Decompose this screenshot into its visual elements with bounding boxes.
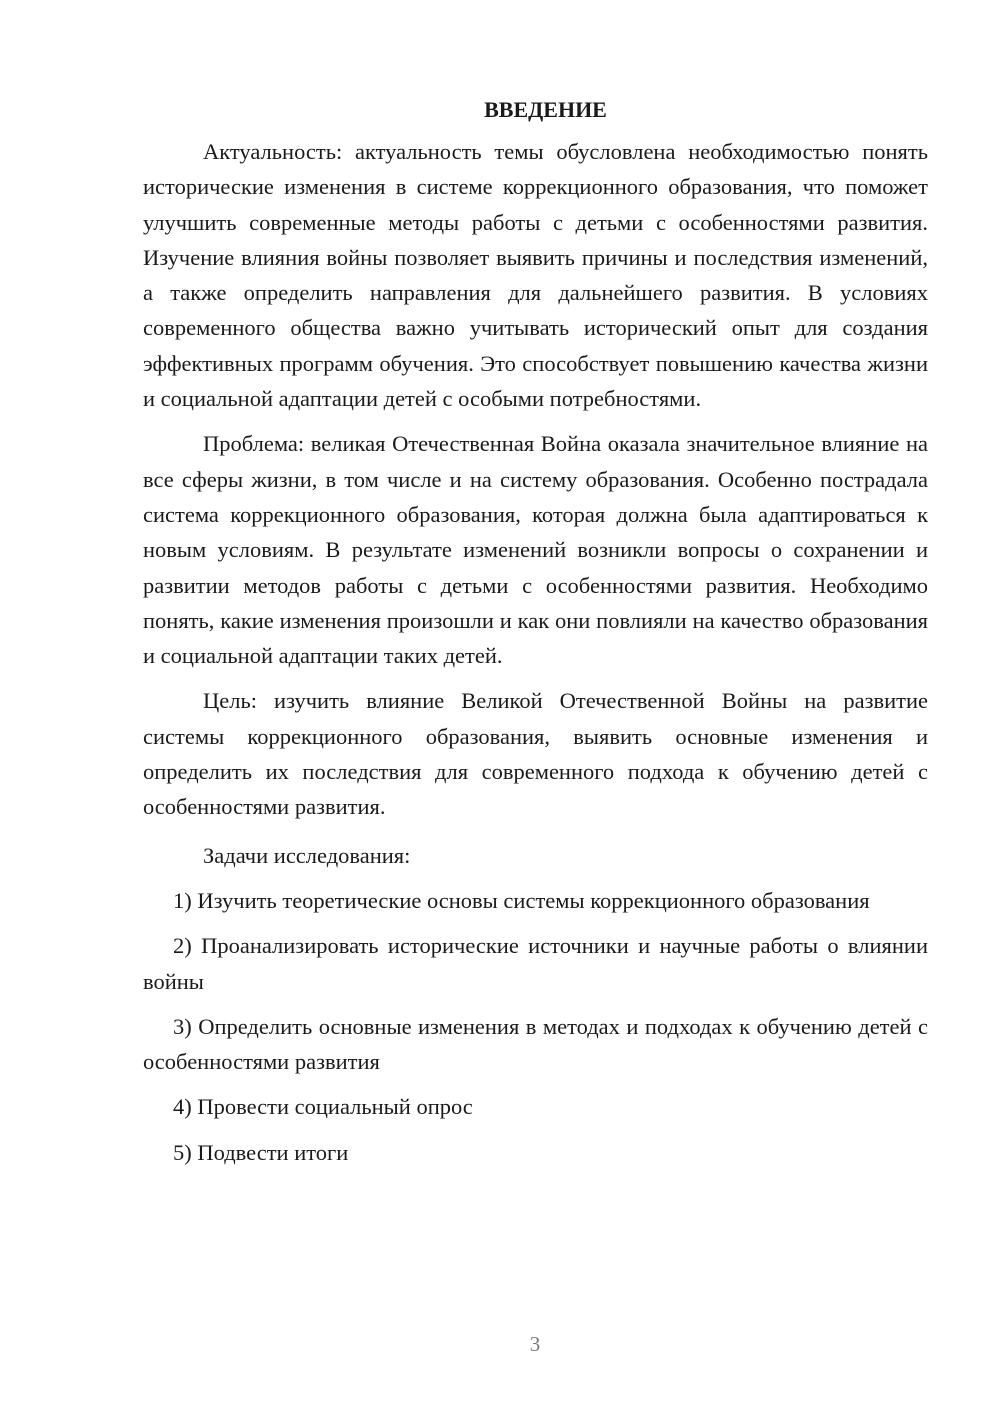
problem-paragraph: Проблема: великая Отечественная Война оказала значительное влияние на все сферы жизни, в том числе и на систему образования. Особенно пострадала система коррекционного образования, которая должна была адаптироваться к новым условиям. В результате изменений возникли вопросы о сохранении и развитии методов работы с детьми с особенностями развития. Необходимо понять, какие изменения произошли и как они повлияли на качество образования и социальной адаптации таких детей. [143,431,928,669]
section-heading: ВВЕДЕНИЕ [484,97,607,122]
task-item-1: 1) Изучить теоретические основы системы коррекционного образования [173,887,870,913]
tasks-title: Задачи исследования: [203,842,411,868]
task-item-4: 4) Провести социальный опрос [173,1094,473,1120]
page-content [143,94,928,1170]
page-number: 3 [529,1332,541,1356]
task-item-2: 2) Проанализировать исторические источники и научные работы о влиянии войны [143,933,928,994]
tasks-list [143,883,928,1170]
task-item-5: 5) Подвести итоги [173,1139,349,1165]
relevance-paragraph: Актуальность: актуальность темы обусловлена необходимостью понять исторические изменения в системе коррекционного образования, что поможет улучшить современные методы работы с детьми с особенностями развития. Изучение влияния войны позволяет выявить причины и последствия изменений, а также определить направления для дальнейшего развития. В условиях современного общества важно учитывать исторический опыт для создания эффективных программ обучения. Это способствует повышению качества жизни и социальной адаптации детей с особыми потребностями. [143,139,928,412]
goal-paragraph: Цель: изучить влияние Великой Отечественной Войны на развитие системы коррекционного образования, выявить основные изменения и определить их последствия для современного подхода к обучению детей с особенностями развития. [143,688,928,820]
task-item-3: 3) Определить основные изменения в методах и подходах к обучению детей с особенностями развития [143,1013,928,1075]
